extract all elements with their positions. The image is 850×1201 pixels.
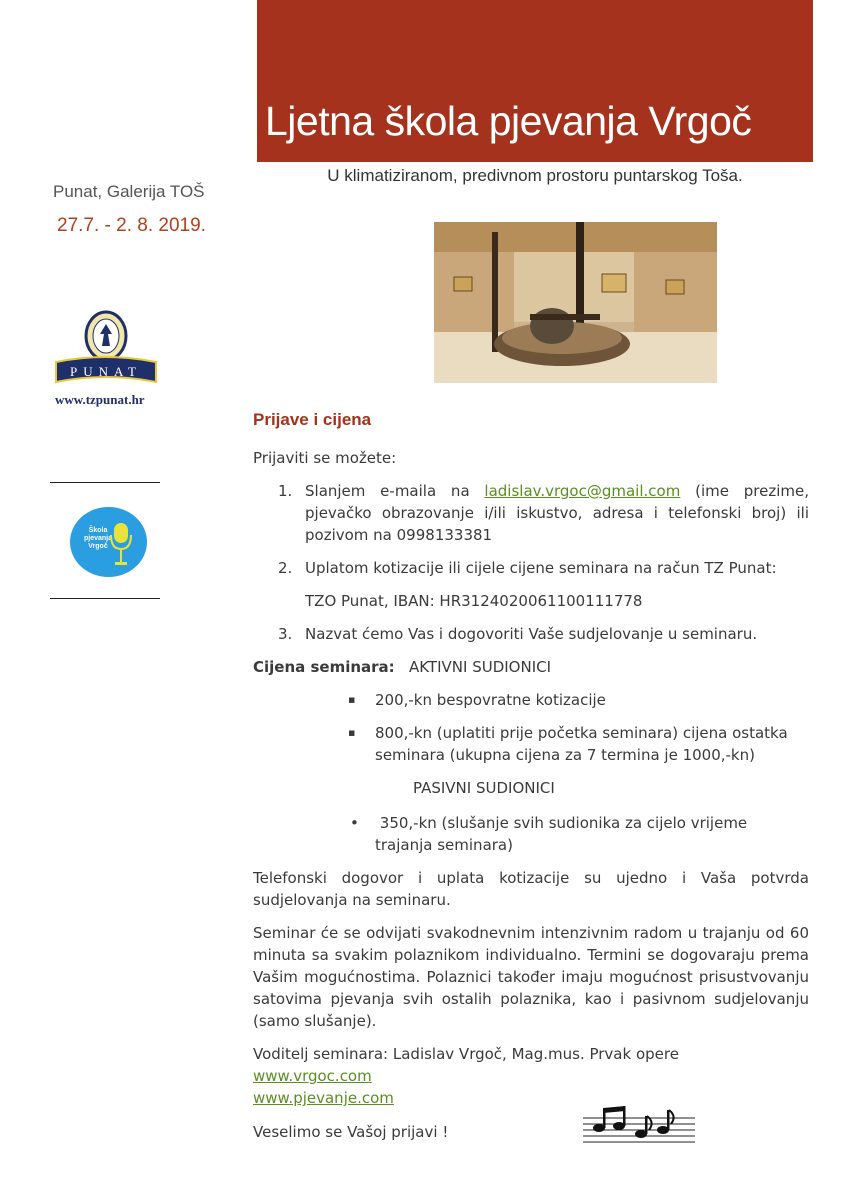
list-number: 2.	[278, 559, 293, 577]
punat-logo	[52, 308, 160, 392]
school-logo-text: Škola pjevanja Vrgoč	[83, 527, 112, 550]
event-dates: 27.7. - 2. 8. 2019.	[57, 215, 206, 236]
price-label: Cijena seminara:	[253, 658, 395, 676]
round-bullet-icon: •	[350, 814, 359, 832]
email-link[interactable]: ladislav.vrgoc@gmail.com	[484, 482, 681, 500]
intro-text: Prijaviti se možete:	[253, 449, 397, 467]
passive-heading: PASIVNI SUDIONICI	[413, 779, 555, 797]
list-item: Nazvat ćemo Vas i dogovoriti Vaše sudjelovanje u seminaru.	[305, 625, 758, 643]
section-title: Prijave i cijena	[253, 410, 372, 429]
leader-text: Voditelj seminara: Ladislav Vrgoč, Mag.mus. Prvak opere	[253, 1045, 679, 1063]
divider-top	[50, 482, 160, 483]
punat-logo-text: PUNAT	[70, 364, 142, 379]
closing-text: Veselimo se Vašoj prijavi !	[253, 1123, 449, 1141]
list-number: 3.	[278, 625, 293, 643]
list-item: Uplatom kotizacije ili cijele cijene seminara na račun TZ Punat:	[305, 559, 777, 577]
event-location: Punat, Galerija TOŠ	[53, 182, 205, 201]
website-link[interactable]: www.vrgoc.com	[253, 1067, 372, 1085]
page-title: Ljetna škola pjevanja Vrgoč	[265, 98, 752, 144]
active-heading: AKTIVNI SUDIONICI	[409, 658, 552, 676]
microphone-icon	[110, 521, 134, 567]
divider-bottom	[50, 598, 160, 599]
square-bullet-icon: ▪	[348, 693, 356, 706]
confirmation-paragraph: Telefonski dogovor i uplata kotizacije su ujedno i Vaša potvrda sudjelovanja na seminaru.	[253, 869, 809, 909]
price-item: 200,-kn bespovratne kotizacije	[375, 691, 606, 709]
price-item: 800,-kn (uplatiti prije početka seminara) cijena ostatka seminara (ukupna cijena za 7 termina je 1000,-kn)	[375, 724, 788, 764]
music-notes-icon	[583, 1104, 695, 1144]
list-number: 1.	[278, 482, 293, 500]
school-logo	[70, 507, 147, 577]
gallery-photo	[434, 222, 717, 383]
subtitle: U klimatiziranom, predivnom prostoru puntarskog Toša.	[327, 166, 743, 185]
title-banner	[257, 0, 813, 162]
price-item: 350,-kn (slušanje svih sudionika za cijelo vrijeme trajanja seminara)	[375, 814, 752, 854]
list-item: Slanjem e-maila na ladislav.vrgoc@gmail.com (ime prezime, pjevačko obrazovanje i/ili iskustvo, adresa i telefonski broj) ili pozivom na 0998133381	[305, 482, 809, 544]
square-bullet-icon: ▪	[348, 726, 356, 739]
seminar-paragraph: Seminar će se odvijati svakodnevnim intenzivnim radom u trajanju od 60 minuta sa svakim polaznikom individualno. Termini se dogovaraju prema Vašim mogućnostima. Polaznici također imaju mogućnost prisustvovanju satovima pjevanja svih ostalih polaznika, kao i pasivnom sudjelovanju (samo slušanje).	[253, 924, 809, 1030]
website-link[interactable]: www.pjevanje.com	[253, 1089, 394, 1107]
price-label-row	[253, 656, 551, 678]
iban-text: TZO Punat, IBAN: HR3124020061100111778	[305, 592, 643, 610]
punat-url[interactable]: www.tzpunat.hr	[55, 392, 145, 407]
